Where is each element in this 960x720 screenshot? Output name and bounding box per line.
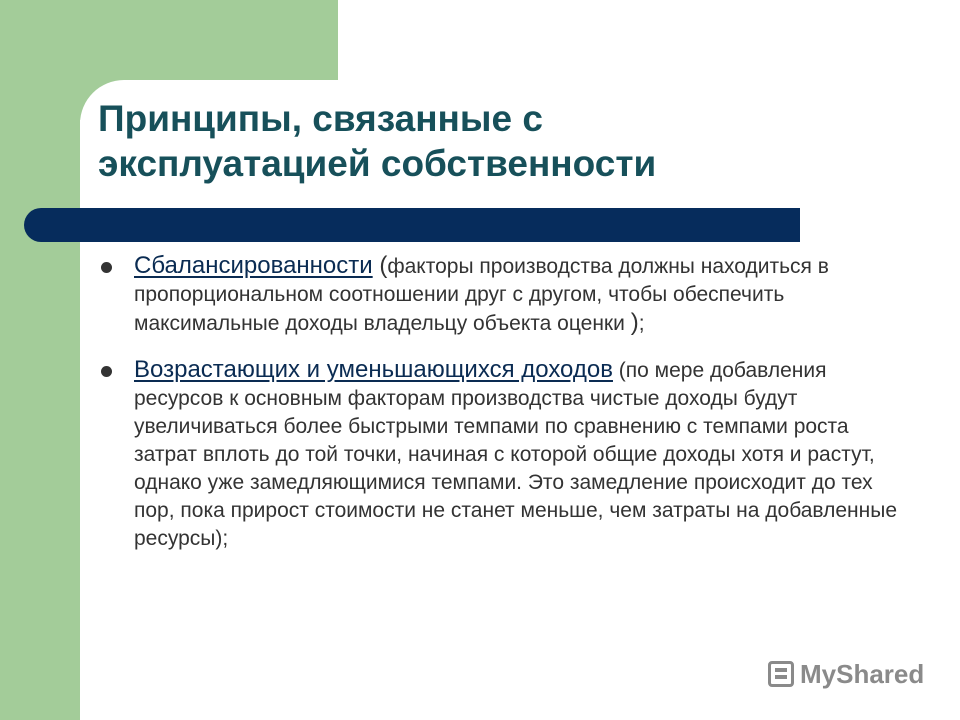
watermark-brand: MyShared — [800, 658, 925, 689]
bullet-item-returns — [98, 356, 898, 553]
green-decor-left — [0, 0, 80, 720]
bullet-item-balance — [98, 252, 898, 338]
slide-title: Принципы, связанные с эксплуатацией собственности — [98, 98, 657, 184]
myshared-logo-icon — [768, 661, 794, 687]
bullet-dot-icon — [101, 262, 112, 273]
bullet-tail: ; — [638, 312, 645, 335]
bullet-close-paren: ) — [215, 527, 223, 550]
bullet-tail: ; — [222, 527, 229, 550]
bullet-list — [98, 252, 898, 553]
bullet-text: факторы производства должны находиться в пропорциональном соотношении друг с другом, чтобы обеспечить максимальные доходы владельцу объекта оценки — [134, 255, 829, 335]
myshared-watermark — [768, 658, 924, 690]
bullet-open-paren: ( — [372, 252, 388, 279]
bullet-text: по мере добавления ресурсов к основным факторам производства чистые доходы будут увеличиваться более быстрыми темпами по сравнению с темпами роста затрат вплоть до той точки, начиная с которой общие доходы хотя и растут, однако уже замедляющимися темпами. Это замедление происходит до тех пор, пока прирост стоимости не станет меньше, чем затраты на добавленные ресурсы — [134, 359, 897, 550]
bullet-close-paren: ) — [630, 309, 639, 336]
bullet-term: Возрастающих и уменьшающихся доходов — [134, 356, 613, 383]
bullet-term: Сбалансированности — [134, 252, 373, 279]
bullet-dot-icon — [101, 366, 112, 377]
bullet-open-paren: ( — [612, 359, 626, 382]
title-underline-bar — [24, 208, 800, 242]
